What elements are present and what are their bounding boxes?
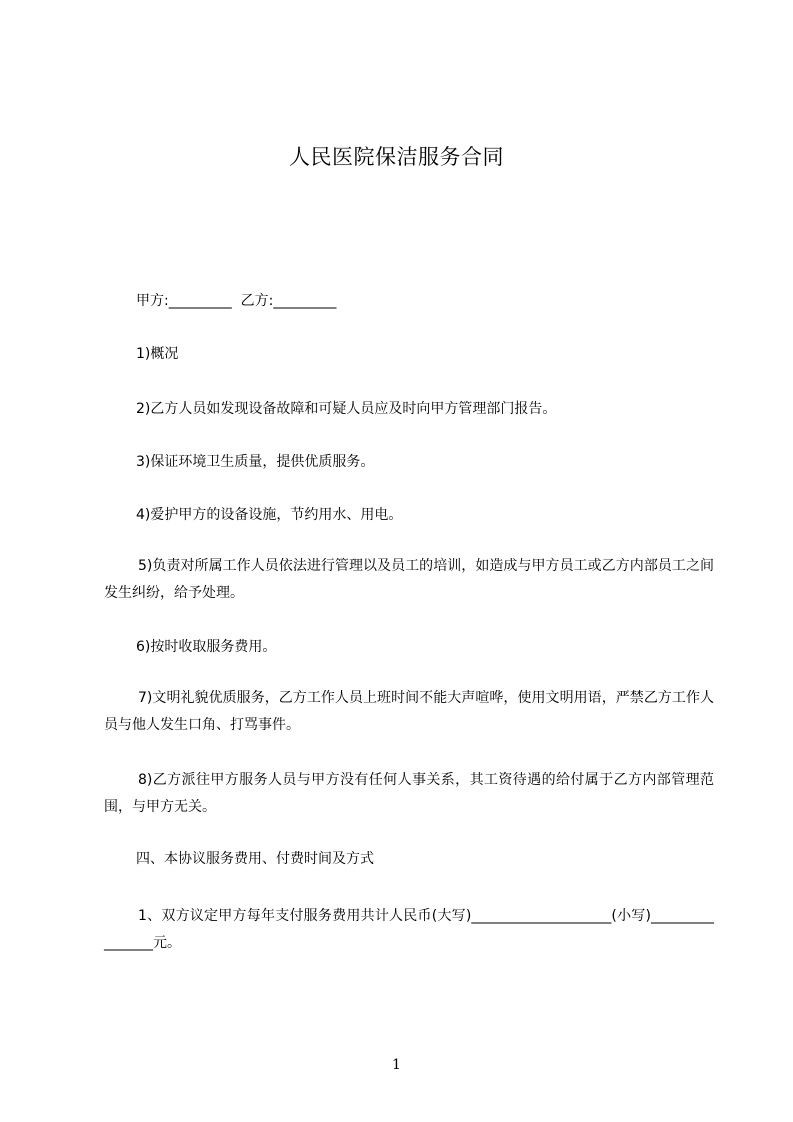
paragraph-annual-fee: 1、双方议定甲方每年支付服务费用共计人民币(大写)____________________(小写)________________元。 — [104, 908, 714, 951]
paragraph-report-faults: 2)乙方人员如发现设备故障和可疑人员应及时向甲方管理部门报告。 — [136, 401, 557, 417]
paragraph-staff-management: 5)负责对所属工作人员依法进行管理以及员工的培训，如造成与甲方员工或乙方内部员工之间发生纠纷，给予处理。 — [104, 558, 714, 601]
paragraph-overview: 1)概况 — [136, 346, 179, 362]
paragraph-collect-fees: 6)按时收取服务费用。 — [136, 639, 277, 655]
section-heading-fees: 四、本协议服务费用、付费时间及方式 — [136, 851, 374, 867]
page-number: 1 — [392, 1057, 401, 1073]
paragraph-civil-service: 7)文明礼貌优质服务，乙方工作人员上班时间不能大声喧哗，使用文明用语，严禁乙方工作人员与他人发生口角、打骂事件。 — [104, 690, 714, 733]
paragraph-no-personnel-relation: 8)乙方派往甲方服务人员与甲方没有任何人事关系，其工资待遇的给付属于乙方内部管理范围，与甲方无关。 — [104, 772, 714, 815]
document-title: 人民医院保洁服务合同 — [289, 145, 504, 169]
paragraph-hygiene-quality: 3)保证环境卫生质量，提供优质服务。 — [136, 454, 375, 470]
paragraph-protect-equipment: 4)爱护甲方的设备设施，节约用水、用电。 — [136, 507, 403, 523]
parties-line: 甲方:_________ 乙方:_________ — [136, 293, 337, 309]
